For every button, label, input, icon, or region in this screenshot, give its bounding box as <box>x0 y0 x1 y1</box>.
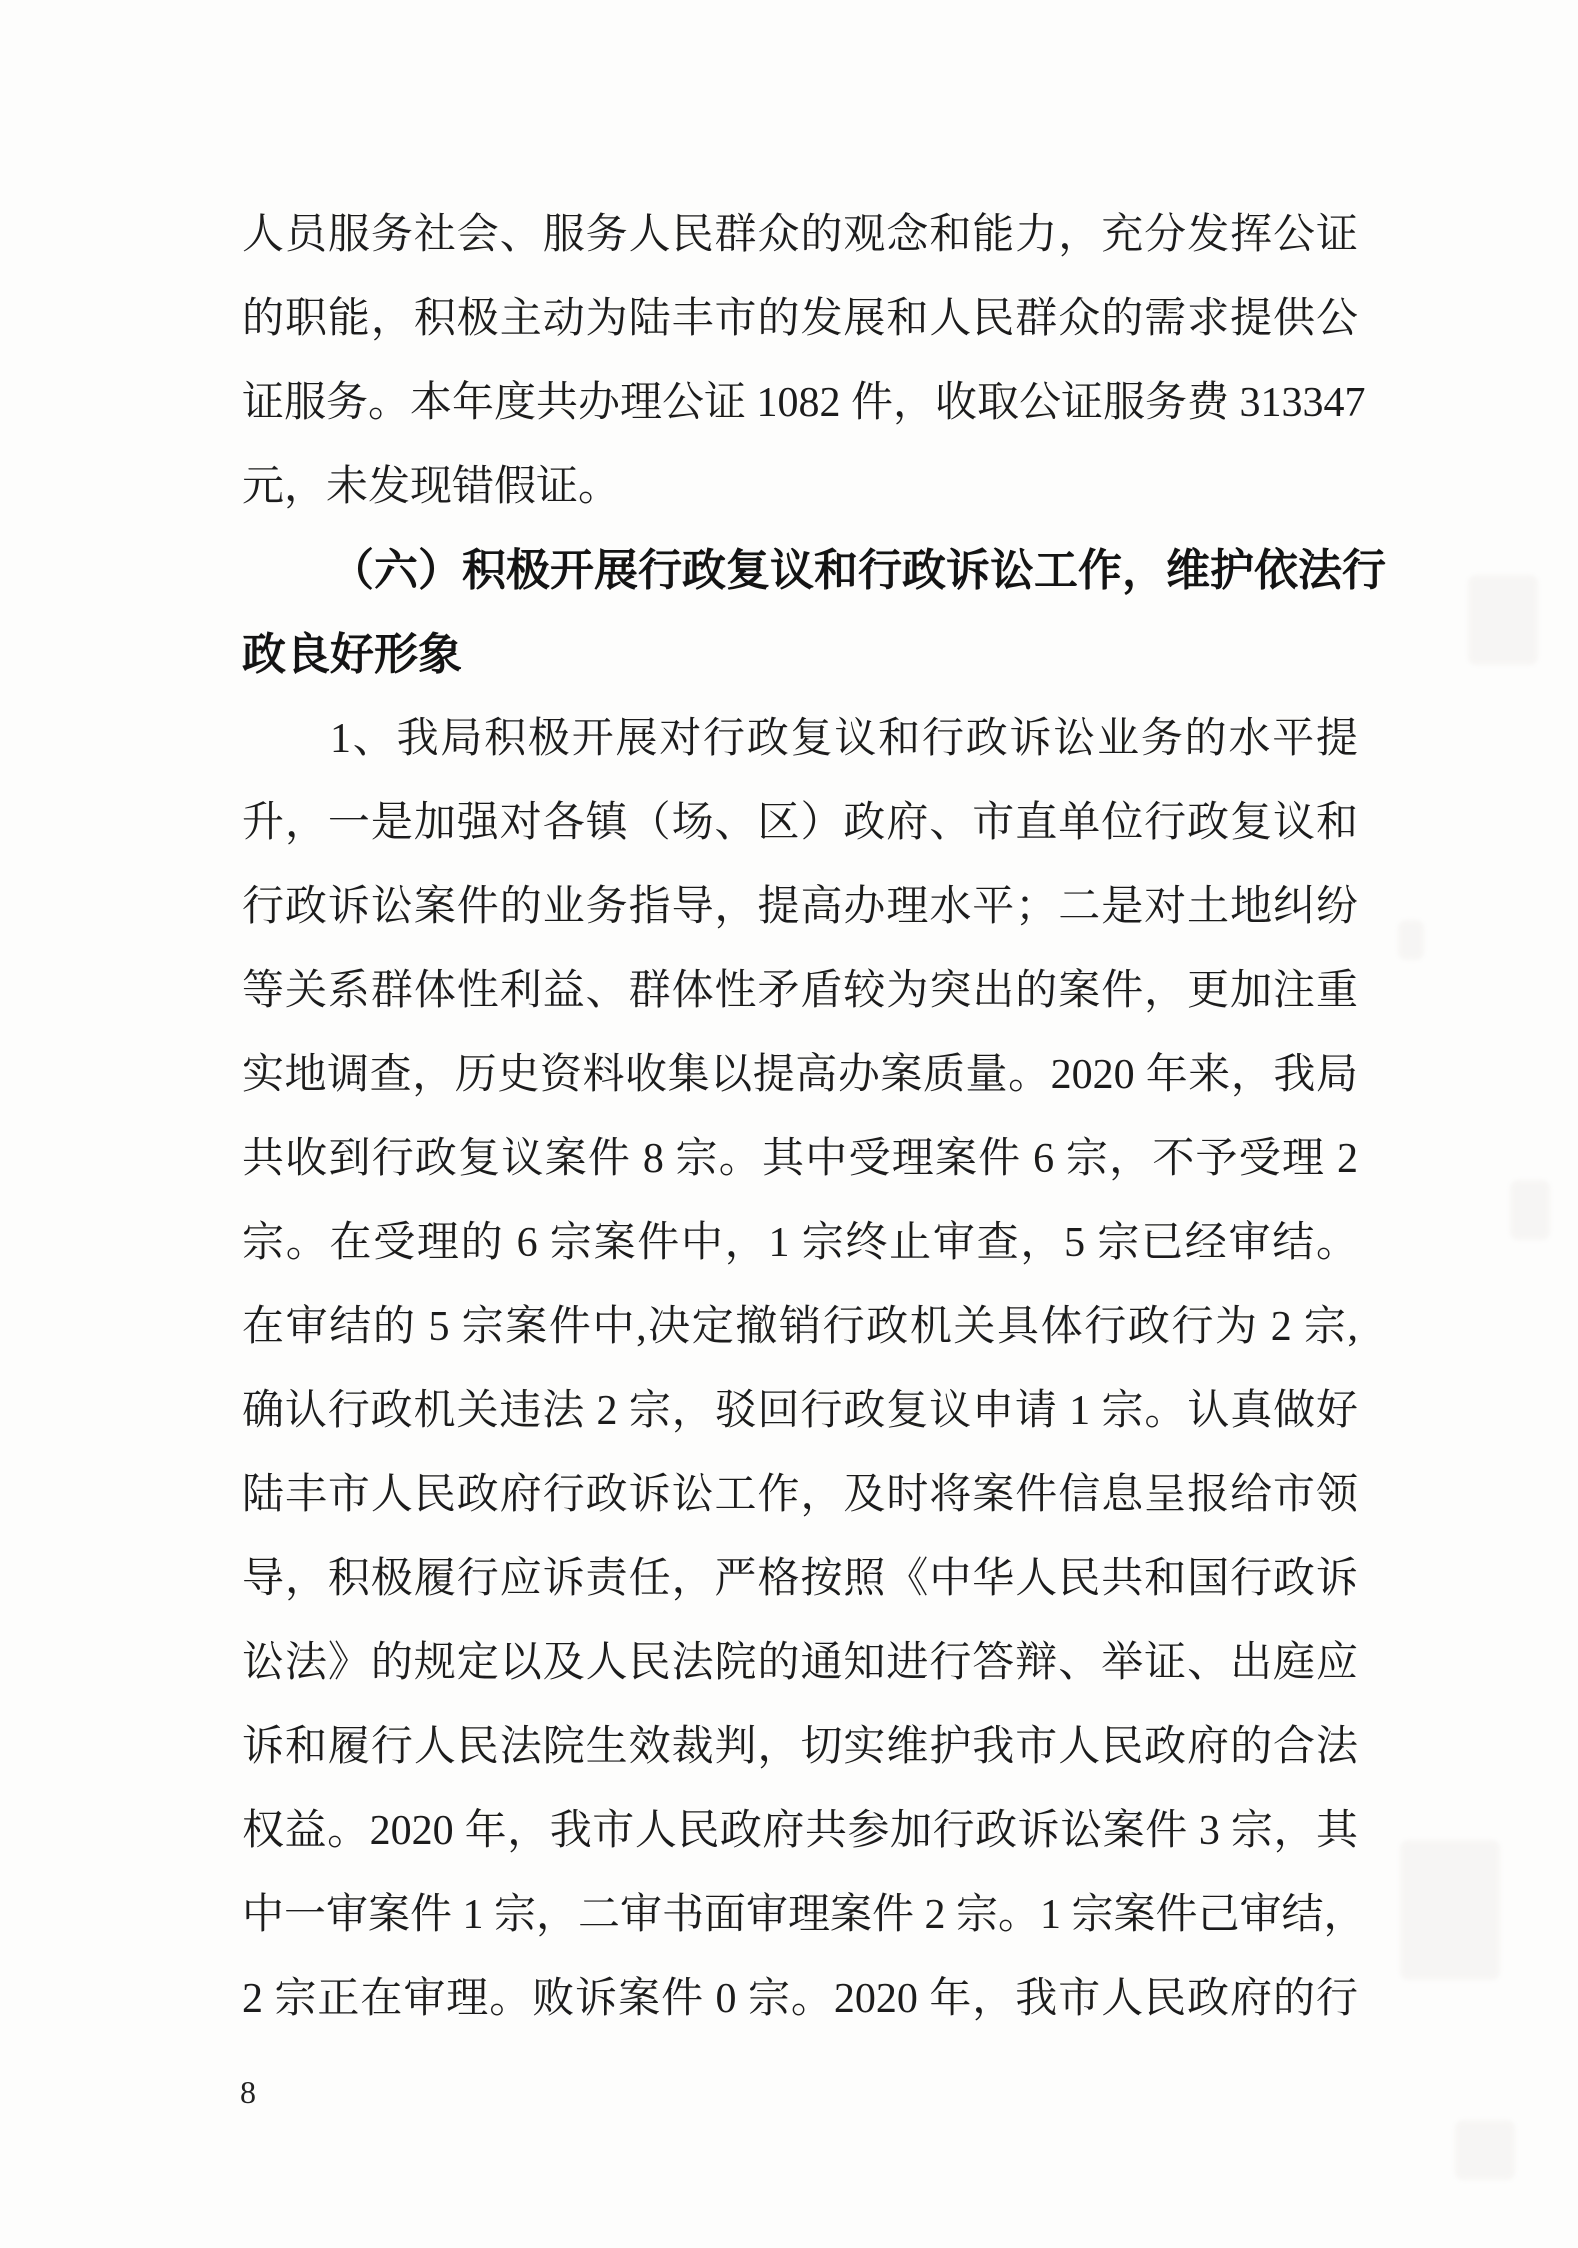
text-line: 2 宗正在审理。败诉案件 0 宗。2020 年，我市人民政府的行 <box>242 1976 1358 2022</box>
text-line: 政良好形象 <box>242 630 462 679</box>
text-line: 人员服务社会、服务人民群众的观念和能力，充分发挥公证 <box>242 212 1358 258</box>
text-line: 权益。2020 年，我市人民政府共参加行政诉讼案件 3 宗，其 <box>242 1808 1358 1854</box>
scan-artifact <box>1455 2120 1515 2180</box>
text-line: 等关系群体性利益、群体性矛盾较为突出的案件，更加注重 <box>242 968 1358 1014</box>
text-line: 在审结的 5 宗案件中,决定撤销行政机关具体行政行为 2 宗, <box>242 1304 1358 1350</box>
scan-artifact <box>1468 575 1538 665</box>
text-line: 1、我局积极开展对行政复议和行政诉讼业务的水平提 <box>330 716 1358 762</box>
text-line: 的职能，积极主动为陆丰市的发展和人民群众的需求提供公 <box>242 296 1358 342</box>
text-line: （六）积极开展行政复议和行政诉讼工作，维护依法行 <box>330 546 1386 595</box>
text-line: 证服务。本年度共办理公证 1082 件，收取公证服务费 313347 <box>242 380 1366 426</box>
page-number: 8 <box>240 2074 256 2110</box>
text-line: 陆丰市人民政府行政诉讼工作，及时将案件信息呈报给市领 <box>242 1472 1358 1518</box>
scan-artifact <box>1398 920 1424 960</box>
text-line: 宗。在受理的 6 宗案件中，1 宗终止审查，5 宗已经审结。 <box>242 1220 1358 1266</box>
scan-artifact <box>1510 1180 1550 1240</box>
text-line: 共收到行政复议案件 8 宗。其中受理案件 6 宗，不予受理 2 <box>242 1136 1358 1182</box>
text-line: 导，积极履行应诉责任，严格按照《中华人民共和国行政诉 <box>242 1556 1358 1602</box>
scan-artifact <box>1400 1840 1500 1980</box>
text-line: 实地调查，历史资料收集以提高办案质量。2020 年来，我局 <box>242 1052 1358 1098</box>
text-line: 中一审案件 1 宗，二审书面审理案件 2 宗。1 宗案件己审结， <box>242 1892 1366 1938</box>
text-line: 升，一是加强对各镇（场、区）政府、市直单位行政复议和 <box>242 800 1358 846</box>
text-line: 诉和履行人民法院生效裁判，切实维护我市人民政府的合法 <box>242 1724 1358 1770</box>
text-line: 元，未发现错假证。 <box>242 464 621 510</box>
text-line: 讼法》的规定以及人民法院的通知进行答辩、举证、出庭应 <box>242 1640 1358 1686</box>
text-line: 确认行政机关违法 2 宗，驳回行政复议申请 1 宗。认真做好 <box>242 1388 1358 1434</box>
text-block <box>242 193 1386 2041</box>
text-line: 行政诉讼案件的业务指导，提高办理水平；二是对土地纠纷 <box>242 884 1358 930</box>
